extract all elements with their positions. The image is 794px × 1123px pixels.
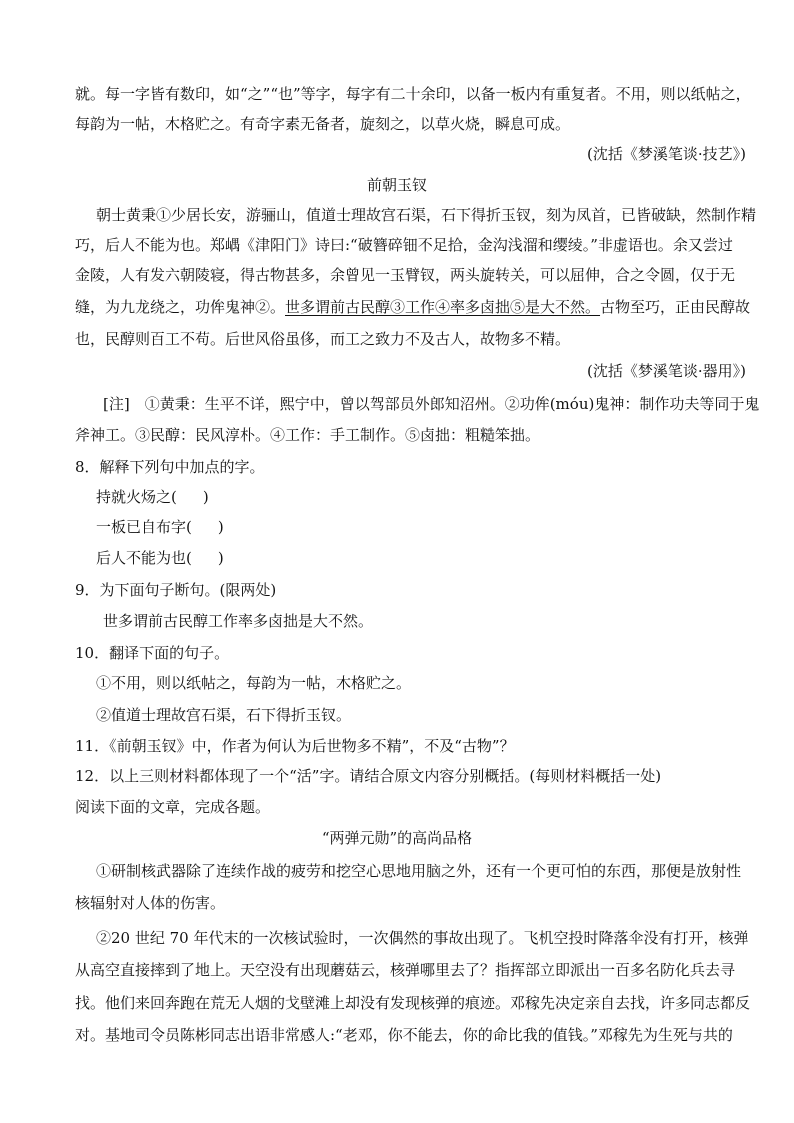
passage1-source: (沈括《梦溪笔谈·技艺》) xyxy=(587,145,746,163)
passage2-title: 前朝玉钗 xyxy=(366,176,427,194)
question-10: 10．翻译下面的句子。 xyxy=(75,644,230,662)
passage2-line: 也，民醇则百工不苟。后世风俗虽侈，而工之致力不及古人，故物多不精。 xyxy=(75,330,571,348)
reading-line: 找。他们来回奔跑在荒无人烟的戈壁滩上却没有发现核弹的痕迹。邓稼先决定亲自去找，许多同志都反 xyxy=(75,994,751,1012)
reading-line: ②20 世纪 70 年代末的一次核试验时，一次偶然的事故出现了。飞机空投时降落伞没有打开，核弹 xyxy=(96,929,749,947)
reading-line: 核辐射对人体的伤害。 xyxy=(75,894,226,912)
question-12: 12．以上三则材料都体现了一个“活”字。请结合原文内容分别概括。(每则材料概括一处) xyxy=(75,767,662,785)
underlined-sentence: 世多谓前古民醇③工作④率多卤拙⑤是大不然。 xyxy=(285,298,601,316)
passage1-line: 每韵为一帖，木格贮之。有奇字素无备者，旋刻之，以草火烧，瞬息可成。 xyxy=(75,115,571,133)
question-8: 8．解释下列句中加点的字。 xyxy=(75,458,265,476)
q8-item-close: ) xyxy=(217,549,224,567)
reading-line: 对。基地司令员陈彬同志出语非常感人:“老邓，你不能去，你的命比我的值钱。”邓稼先为生死与共的 xyxy=(75,1026,733,1044)
passage2-line: 朝士黄秉①少居长安，游骊山，值道士理故宫石渠，石下得折玉钗，刻为凤首，已皆破缺，然制作精 xyxy=(96,206,757,224)
passage2-source: (沈括《梦溪笔谈·器用》) xyxy=(587,362,746,380)
question-10-item: ②值道士理故宫石渠，石下得折玉钗。 xyxy=(96,706,352,724)
reading-line: ①研制核武器除了连续作战的疲劳和挖空心思地用脑之外，还有一个更可怕的东西，那便是放射性 xyxy=(96,862,742,880)
question-8-item xyxy=(96,487,209,507)
question-9-text: 世多谓前古民醇工作率多卤拙是大不然。 xyxy=(103,612,374,630)
question-10-item: ①不用，则以纸帖之，每韵为一帖，木格贮之。 xyxy=(96,674,412,692)
reading-intro: 阅读下面的文章，完成各题。 xyxy=(75,798,271,816)
question-9: 9．为下面句子断句。(限两处) xyxy=(75,581,277,599)
passage2-note: [注] ①黄秉：生平不详，熙宁中，曾以驾部员外郎知沼州。②功侔(móu)鬼神：制作功夫等同于鬼 xyxy=(103,395,760,413)
reading-line: 从高空直接摔到了地上。天空没有出现蘑菇云，核弹哪里去了？指挥部立即派出一百多名防化兵去寻 xyxy=(75,961,736,979)
reading-title: “两弹元勋”的高尚品格 xyxy=(321,829,473,847)
passage2-note: 斧神工。③民醇：民风淳朴。④工作：手工制作。⑤卤拙：粗糙笨拙。 xyxy=(75,426,541,444)
passage1-line: 就。每一字皆有数印，如“之”“也”等字，每字有二十余印，以备一板内有重复者。不用，则以纸帖之， xyxy=(75,85,751,103)
passage2-line: 金陵，人有发六朝陵寝，得古物甚多，余曾见一玉臂钗，两头旋转关，可以屈伸，合之令圆，仅于无 xyxy=(75,266,736,284)
q8-item-text: 一板已自布字( xyxy=(96,518,192,536)
passage2-line: 巧，后人不能为也。郑嵎《津阳门》诗曰:“破簪碎钿不足拾，金沟浅溜和缨绫。”非虚语也。余又尝过 xyxy=(75,236,733,254)
passage2-line xyxy=(75,297,750,317)
question-11: 11．《前朝玉钗》中，作者为何认为后世物多不精”，不及“古物”？ xyxy=(75,737,515,755)
q8-item-text: 后人不能为也( xyxy=(96,549,192,567)
q8-item-close: ) xyxy=(217,518,224,536)
q8-item-close: ) xyxy=(202,488,209,506)
question-8-item xyxy=(96,517,224,537)
question-8-item xyxy=(96,548,224,568)
passage2-line4-end: 古物至巧，正由民醇故 xyxy=(600,298,751,316)
q8-item-text: 持就火炀之( xyxy=(96,488,177,506)
passage2-line4-start: 缝，为九龙绕之，功侔鬼神②。 xyxy=(75,298,286,316)
